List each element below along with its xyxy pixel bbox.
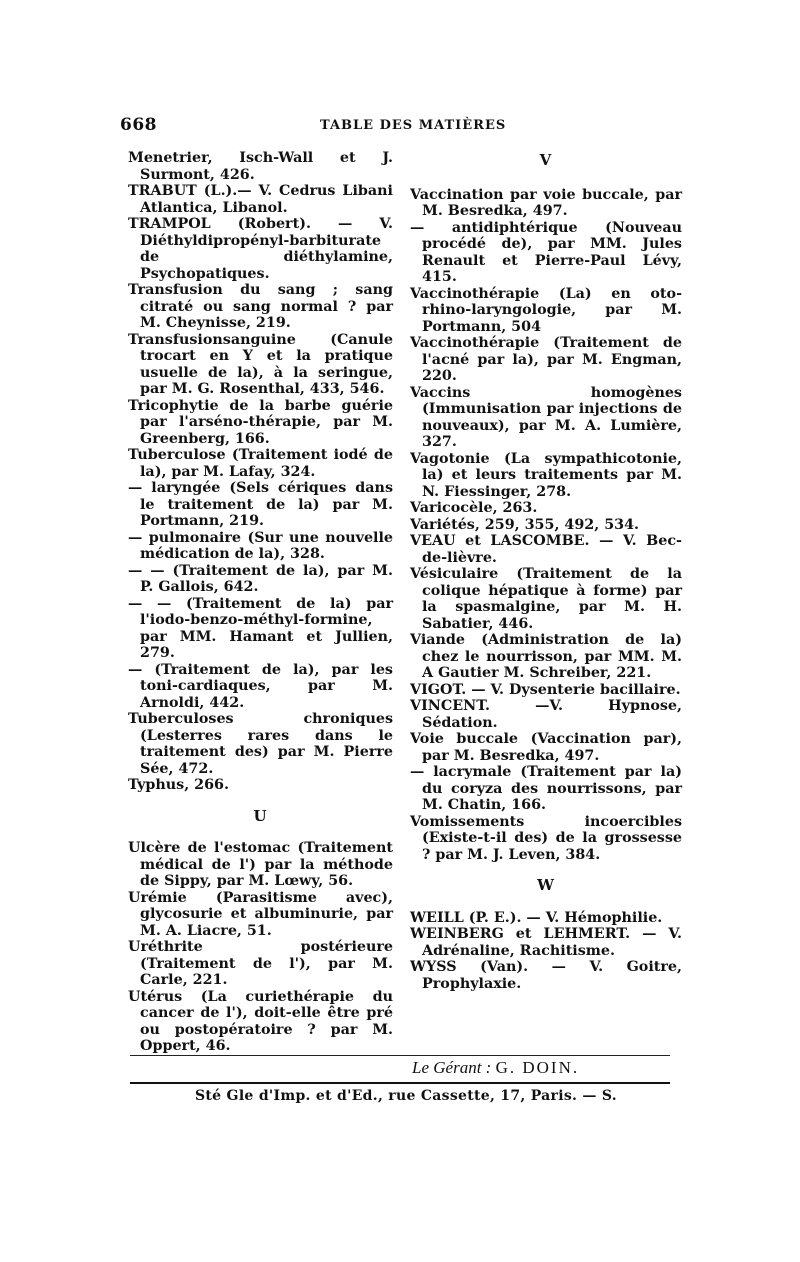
- index-entry: Tricophytie de la barbe guérie par l'arséno-thérapie, par M. Greenberg, 166.: [128, 397, 393, 447]
- printer-imprint: Sté Gle d'Imp. et d'Ed., rue Cassette, 17, Paris. — S.: [195, 1088, 617, 1104]
- index-entry: Vésiculaire (Traitement de la colique hépatique à forme) par la spasmalgine, par M. H. Sabatier, 446.: [410, 566, 682, 632]
- index-entry: — laryngée (Sels cériques dans le traitement de la) par M. Portmann, 219.: [128, 480, 393, 529]
- index-entry: WYSS (Van). — V. Goitre, Prophylaxie.: [410, 959, 682, 992]
- index-entry: Ulcère de l'estomac (Traitement médical de l') par la méthode de Sippy, par M. Lœwy, 56.: [128, 840, 393, 889]
- index-entry: VEAU et LASCOMBE. — V. Bec-de-lièvre.: [410, 533, 682, 566]
- index-entry: Viande (Administration de la) chez le nourrisson, par MM. M. A Gautier M. Schreiber, 221.: [410, 632, 682, 681]
- index-entry: Typhus, 266.: [128, 777, 229, 793]
- index-entry: — — (Traitement de la) par l'iodo-benzo-méthyl-formine, par MM. Hamant et Jullien, 279.: [128, 595, 393, 661]
- index-entry: TRAMPOL (Robert). — V. Diéthyldipropényl-barbiturate de diéthylamine, Psychopatiques.: [128, 216, 393, 282]
- index-entry: VINCENT. —V. Hypnose, Sédation.: [410, 698, 682, 731]
- index-entry: Vaccinothérapie (La) en oto-rhino-laryngologie, par M. Portmann, 504: [410, 285, 682, 335]
- index-entry: — (Traitement de la), par les toni-cardiaques, par M. Arnoldi, 442.: [128, 661, 393, 711]
- index-entry: WEILL (P. E.). — V. Hémophilie.: [410, 909, 663, 926]
- index-entry: Uréthrite postérieure (Traitement de l'), par M. Carle, 221.: [128, 939, 393, 988]
- section-heading-u: U: [253, 806, 268, 825]
- index-entry: Vaccins homogènes (Immunisation par injections de nouveaux), par M. A. Lumière, 327.: [410, 384, 682, 450]
- index-entry: — — (Traitement de la), par M. P. Gallois, 642.: [128, 562, 393, 595]
- footer-rule: [130, 1055, 670, 1056]
- entries-w: [410, 910, 682, 993]
- gerant-line: [412, 1058, 579, 1078]
- index-entry: Vaccination par voie buccale, par M. Besredka, 497.: [410, 186, 682, 219]
- section-heading-w: W: [537, 876, 555, 894]
- index-entry: Urémie (Parasitisme avec), glycosurie et albuminurie, par M. A. Liacre, 51.: [128, 889, 393, 939]
- index-entry: Vomissements incoercibles (Existe-t-il des) de la grossesse ? par M. J. Leven, 384.: [410, 813, 682, 863]
- index-entry: Voie buccale (Vaccination par), par M. Besredka, 497.: [410, 731, 682, 764]
- page-number: 668: [120, 115, 157, 135]
- entries-before-u: [128, 150, 393, 794]
- index-entry: Tuberculose (Traitement iodé de la), par M. Lafay, 324.: [128, 447, 393, 480]
- entries-u: [128, 840, 393, 1055]
- footer-rule-bold: [130, 1082, 670, 1084]
- index-entry: TRABUT (L.).— V. Cedrus Libani Atlantica, Libanol.: [128, 183, 393, 216]
- right-column: [410, 152, 682, 992]
- entries-v: [410, 187, 682, 864]
- index-entry: Variétés, 259, 355, 492, 534.: [410, 516, 640, 533]
- section-heading-v: V: [539, 151, 553, 169]
- index-entry: — lacrymale (Traitement par la) du coryza des nourrissons, par M. Chatin, 166.: [410, 764, 682, 813]
- index-entry: Varicocèle, 263.: [410, 500, 538, 516]
- index-entry: Vaccinothérapie (Traitement de l'acné par la), par M. Engman, 220.: [410, 335, 682, 384]
- index-entry: Transfusionsanguine (Canule trocart en Y et la pratique usuelle de la), à la seringue, par M. G. Rosenthal, 433, 546.: [128, 331, 393, 397]
- index-entry: Utérus (La curiethérapie du cancer de l'), doit-elle être pré ou postopératoire ? par M. Oppert, 46.: [128, 988, 393, 1054]
- index-entry: Vagotonie (La sympathicotonie, la) et leurs traitements par M. N. Fiessinger, 278.: [410, 450, 682, 500]
- index-entry: — pulmonaire (Sur une nouvelle médication de la), 328.: [128, 529, 393, 562]
- gerant-name: G. DOIN.: [495, 1058, 580, 1077]
- left-column: [128, 150, 393, 1055]
- index-entry: — antidiphtérique (Nouveau procédé de), par MM. Jules Renault et Pierre-Paul Lévy, 415.: [410, 219, 682, 285]
- index-entry: VIGOT. — V. Dysenterie bacillaire.: [410, 681, 681, 698]
- index-entry: Transfusion du sang ; sang citraté ou sang normal ? par M. Cheynisse, 219.: [128, 282, 393, 331]
- index-entry: WEINBERG et LEHMERT. — V. Adrénaline, Rachitisme.: [410, 926, 682, 959]
- gerant-label: Le Gérant :: [412, 1058, 492, 1077]
- index-entry: Menetrier, Isch-Wall et J. Surmont, 426.: [128, 150, 393, 183]
- index-entry: Tuberculoses chroniques (Lesterres rares dans le traitement des) par M. Pierre Sée, 472.: [128, 711, 393, 777]
- running-head: TABLE DES MATIÈRES: [320, 118, 507, 133]
